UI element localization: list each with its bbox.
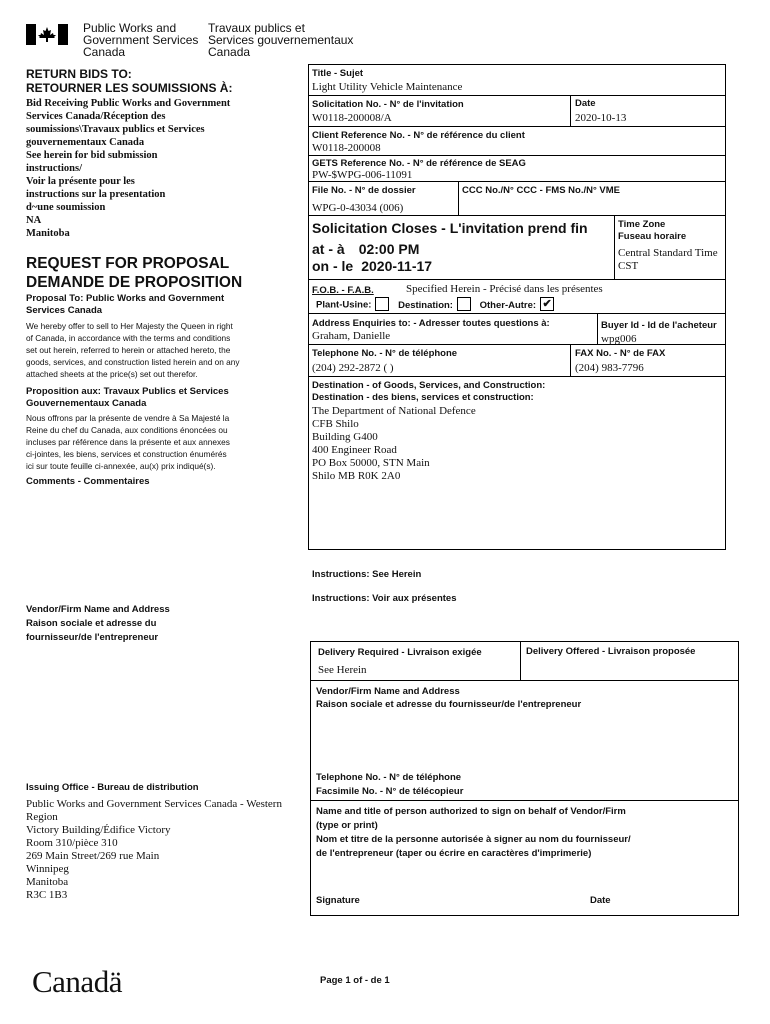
other-label: Other-Autre: bbox=[479, 299, 537, 311]
buyer-id-label: Buyer Id - Id de l'acheteur bbox=[601, 320, 717, 331]
fob-value: Specified Herein - Précisé dans les présentes bbox=[406, 283, 603, 295]
offer-paragraph-en: We hereby offer to sell to Her Majesty the Queen in right of Canada, in accordance with the terms and conditions set out herein, referred to herein or attached hereto, the goods, services, and construction listed herein and on any attached sheets at the price(s) set out therefor. bbox=[26, 321, 240, 379]
client-ref-value: W0118-200008 bbox=[312, 142, 381, 154]
page-number: Page 1 of - de 1 bbox=[320, 975, 390, 986]
return-bids-address: Bid Receiving Public Works and Government Services Canada/Réception des soumissions\Travaux publics et Services gouvernementaux Canada See herein for bid submission instructions/ Voir la présente pour les instructions sur la presentation d~une soumission NA Manitoba bbox=[26, 98, 231, 239]
delivery-required-label: Delivery Required - Livraison exigée bbox=[318, 647, 482, 658]
instructions-fr: Instructions: Voir aux présentes bbox=[312, 593, 457, 604]
fax-label: FAX No. - N° de FAX bbox=[575, 348, 666, 359]
comments-label: Comments - Commentaires bbox=[26, 476, 150, 487]
title-label: Title - Sujet bbox=[312, 68, 364, 79]
return-bids-title: RETURN BIDS TO: RETOURNER LES SOUMISSIONS À: bbox=[26, 67, 233, 95]
authorized-person-label: Name and title of person authorized to sign on behalf of Vendor/Firm (type or print) Nom et titre de la personne autorisée à signer au nom du fournisseur/ de l'entrepreneur (taper ou écrire en caractères d'imprimerie) bbox=[316, 806, 631, 859]
issuing-office-address: Public Works and Government Services Canada - Western Region Victory Building/Édifice Victory Room 310/pièce 310 269 Main Street/269 rue Main Winnipeg Manitoba R3C 1B3 bbox=[26, 798, 282, 901]
proposition-aux: Proposition aux: Travaux Publics et Services Gouvernementaux Canada bbox=[26, 386, 229, 409]
signature-label: Signature bbox=[316, 895, 360, 906]
fob-label: F.O.B. - F.A.B. bbox=[312, 285, 374, 296]
time-zone-value: Central Standard Time CST bbox=[618, 247, 718, 272]
at-label: at - à bbox=[312, 241, 345, 257]
gets-value: PW-$WPG-006-11091 bbox=[312, 169, 413, 181]
address-enquiries-label: Address Enquiries to: - Adresser toutes questions à: bbox=[312, 318, 550, 329]
closes-title: Solicitation Closes - L'invitation prend fin bbox=[312, 220, 588, 236]
time-value: 02:00 PM bbox=[358, 241, 420, 257]
vendor-telephone-label: Telephone No. - N° de téléphone Facsimile No. - N° de télécopieur bbox=[316, 772, 464, 797]
fax-value: (204) 983-7796 bbox=[575, 362, 644, 374]
ccc-label: CCC No./N° CCC - FMS No./N° VME bbox=[462, 185, 621, 196]
vendor-left-label: Vendor/Firm Name and Address Raison sociale et adresse du fournisseur/de l'entrepreneur bbox=[26, 604, 170, 643]
destination-checkbox[interactable] bbox=[457, 297, 471, 311]
closing-date bbox=[312, 258, 432, 274]
solicitation-label: Solicitation No. - N° de l'invitation bbox=[312, 99, 464, 110]
vendor-firm-label: Vendor/Firm Name and Address Raison sociale et adresse du fournisseur/de l'entrepreneur bbox=[316, 686, 582, 710]
issuing-office-title: Issuing Office - Bureau de distribution bbox=[26, 782, 199, 793]
destination-address: The Department of National Defence CFB Shilo Building G400 400 Engineer Road PO Box 50000, STN Main Shilo MB R0K 2A0 bbox=[312, 405, 476, 482]
address-enquiries-value: Graham, Danielle bbox=[312, 330, 391, 342]
file-label: File No. - N° de dossier bbox=[312, 185, 416, 196]
gets-label: GETS Reference No. - N° de référence de SEAG bbox=[312, 158, 526, 169]
delivery-offered-label: Delivery Offered - Livraison proposée bbox=[526, 646, 696, 657]
rfp-title: REQUEST FOR PROPOSAL DEMANDE DE PROPOSITION bbox=[26, 255, 243, 291]
fob-checkboxes bbox=[316, 298, 554, 312]
instructions-en: Instructions: See Herein bbox=[312, 569, 422, 580]
file-value: WPG-0-43034 (006) bbox=[312, 202, 404, 214]
plant-checkbox[interactable] bbox=[375, 297, 389, 311]
org-name-fr: Travaux publics et Services gouvernementaux Canada bbox=[208, 21, 354, 59]
destination-label: Destination: bbox=[398, 299, 453, 311]
client-ref-label: Client Reference No. - N° de référence du client bbox=[312, 130, 525, 141]
title-value: Light Utility Vehicle Maintenance bbox=[312, 81, 463, 93]
solicitation-value: W0118-200008/A bbox=[312, 112, 392, 124]
delivery-required-value: See Herein bbox=[318, 664, 367, 676]
offer-paragraph-fr: Nous offrons par la présente de vendre à Sa Majesté la Reine du chef du Canada, aux conditions énoncées ou incluses par référence dans la présente et aux annexes ci-jointes, les biens, services et construction énumérés ici sur toute feuille ci-annexée, au(x) prix indiqué(s). bbox=[26, 413, 230, 471]
destination-label-block: Destination - of Goods, Services, and Construction: Destination - des biens, services et construction: bbox=[312, 380, 546, 403]
date-label: Date bbox=[575, 98, 596, 109]
plant-label: Plant-Usine: bbox=[316, 299, 372, 311]
closing-date-value: 2020-11-17 bbox=[361, 258, 433, 274]
signature-date-label: Date bbox=[590, 895, 611, 906]
buyer-id-value: wpg006 bbox=[601, 333, 637, 345]
org-name-en: Public Works and Government Services Canada bbox=[83, 21, 199, 59]
on-label: on - le bbox=[312, 258, 354, 274]
proposal-to: Proposal To: Public Works and Government Services Canada bbox=[26, 293, 225, 316]
telephone-label: Telephone No. - N° de téléphone bbox=[312, 348, 458, 359]
time-zone-label: Time Zone Fuseau horaire bbox=[618, 219, 687, 242]
other-checkbox[interactable]: ✔ bbox=[540, 297, 554, 311]
canada-wordmark: Canadä bbox=[32, 964, 122, 999]
telephone-value: (204) 292-2872 ( ) bbox=[312, 362, 394, 374]
closing-time bbox=[312, 241, 419, 257]
date-value: 2020-10-13 bbox=[575, 112, 627, 124]
canada-flag-icon bbox=[26, 24, 68, 45]
